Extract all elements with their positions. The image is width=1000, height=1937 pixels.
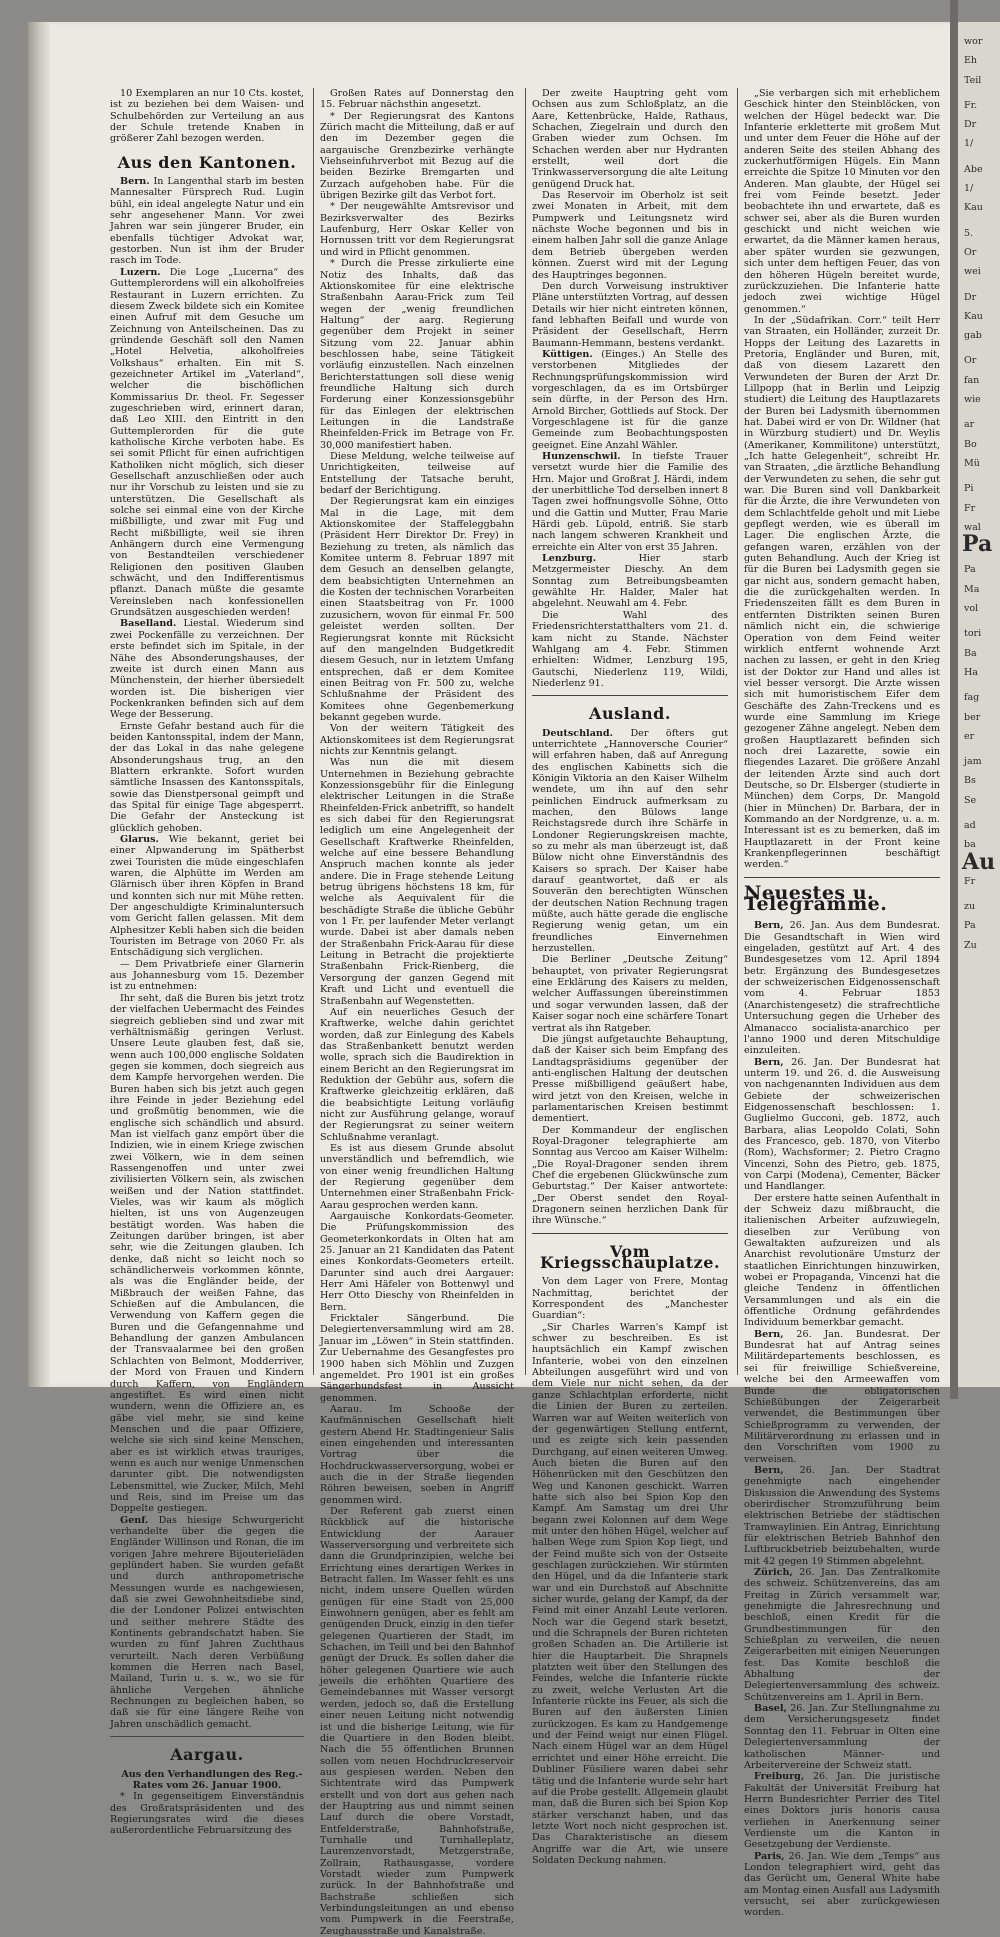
page-gap [950,0,958,1399]
place-name: Luzern. [120,266,161,278]
adjacent-page-edge [958,22,1000,1387]
article-paragraph: * Der neugewählte Amtsrevisor und Bezirksverwalter des Bezirks Laufenburg, Herr Oskar Keller von Hornussen tritt vor dem Regierungsrat und wird in Pflicht genommen. [320,201,514,258]
article-text: 26. Jan. Die juristische Fakultät der Universität Freiburg hat Herrn Bundesrichter Perrier des Titel eines Doktors juris honoris causa verliehen in Anerkennung seiner Verdienste um die Kanton in Gesetzgebung der Verdienste. [744,1771,940,1851]
article-paragraph [744,1465,940,1567]
column-3 [532,88,728,1866]
article-paragraph [110,176,304,267]
place-name: Freiburg, [754,1771,805,1783]
adjacent-text-fragment: Ba [964,647,977,659]
section-title-kriegsschauplatz: Vom Kriegsschauplatze. [539,1241,721,1273]
adjacent-text-fragment: 1/ [964,183,974,195]
divider [532,695,728,696]
adjacent-text-fragment: Ma [964,583,980,595]
adjacent-text-fragment: fan [964,374,980,386]
column-4 [744,88,940,1919]
place-name: Baselland. [120,618,177,630]
adjacent-text-fragment: Dr [964,291,977,303]
article-paragraph [110,834,304,959]
war-continued-paragraphs [744,88,940,871]
adjacent-text-fragment: Abe [964,163,983,175]
article-paragraph [744,1329,940,1465]
place-name: Deutschland. [542,727,613,739]
column-rule [313,88,314,1375]
article-paragraph [744,1567,940,1703]
column-rule [737,88,738,1375]
local-entries [532,349,728,689]
article-text: Das hiesige Schwurgericht verhandelte über die gegen die Engländer Willinson und Ronan, die im vorigen Jahre mehrere Bijouterieläden geplündert haben. Sie wurden gefaßt und durch anthropometrische Messungen wurde es nachgewiesen, daß sie zwei Gewohnheitsdiebe sind, die der Londoner Polizei entwischten und seither mehrere Städte des Kontinents gebrandschatzt haben. Sie wurden zu fünf Jahren Zuchthaus verurteilt. Nach deren Verbüßung kommen die Herren nach Basel, Mailand, Turin u. s. w., wo sie für ähnliche Vergehen ähnliche Rechnungen zu begleichen haben, so daß sie für eine längere Reihe von Jahren unschädlich gemacht. [110,1514,304,1730]
article-paragraph [744,1703,940,1771]
article-text: Die Wahl des Friedensrichterstatthalters vom 21. d. kam nicht zu Stande. Nächster Wahlgang am 4. Febr. Stimmen erhielten: Widmer, Lenzburg 195, Gautschi, Niederlenz 119, Wildi, Niederlenz 91. [532,609,728,689]
article-text: Der öfters gut unterrichtete „Hannoversche Courier“ will erfahren haben, daß auf Anregung des englischen Kabinetts sich die Königin Viktoria an den Kaiser Wilhelm wendete, um ihn auf den sehr peinlichen Eindruck aufmerksam zu machen, den Bülows lange Reichstagsrede durch ihre Schärfe in Londoner Regierungskreisen machte, so zu mehr als man überzeugt ist, daß Bülow nicht ohne Einverständnis des Kaisers so sprach. Der Kaiser habe darauf geantwortet, daß er als Souverän den berechtigten Wünschen der deutschen Nation Rechnung tragen müßte, auch hätte gerade die englische Regierung wenig getan, um ein freundliches Einvernehmen herzustellen. [532,727,728,955]
adjacent-text-fragment: wie [964,394,981,406]
article-paragraph: Es ist aus diesem Grunde absolut unverständlich und befremdlich, wie von einer wenig freundlichen Haltung der Regierung gegenüber dem Unternehmen einer Straßenbahn Frick-Aarau gesprochen werden kann. [320,1142,514,1211]
adjacent-text-fragment: Kau [964,202,983,214]
adjacent-text-fragment: jam [964,756,982,768]
article-paragraph: Aargauische Konkordats-Geometer. Die Prüfungskommission des Geometerkonkordats in Olten hat am 25. Januar an 21 Kandidaten das Patent eines Konkordats-Geometers erteilt. Darunter sind auch drei Aargauer: Herr Ami Häfeler von Bottenwyl und Herr Otto Dieschy von Rheinfelden in Bern. [320,1211,514,1313]
article-paragraph: Von der weitern Tätigkeit des Aktionskomitees ist dem Regierungsrat nichts zur Kenntnis gelangt. [320,723,514,757]
adjacent-text-fragment: Pa [964,564,976,576]
article-paragraph [532,349,728,451]
article-paragraph: Auf ein neuerliches Gesuch der Kraftwerke, welche dahin gerichtet worden, daß zur Einlegung des Kabels das Straßenbankett benutzt werden wolle, sprach sich die Baudirektion in einem Bericht an den Regierungsrat im Reduktion der Gebühr aus, sofern die Kraftwerke gleichzeitig erklären, daß die beabsichtigte Leitung vorläufig nicht zur Ausführung gelange, worauf der Regierungsrat zu seiner weitern Schlußnahme veranlagt. [320,1006,514,1143]
article-text: — Dem Privatbriefe einer Glarnerin aus Johannesburg vom 15. Dezember ist zu entnehmen: [110,958,304,993]
article-text: Die jüngst aufgetauchte Behauptung, daß der Kaiser sich beim Empfang des Landtagspräsidiums gegenüber der anti-englischen Haltung der deutschen Presse mißbilligend geäußert habe, wird jetzt von den Kreisen, welche in parlamentarischen Kreisen bestimmt dementiert. [532,1033,728,1125]
adjacent-text-fragment: er [964,730,975,742]
article-text: Ernste Gefahr bestand auch für die beiden Kantonsspital, indem der Mann, der das Lokal in das nahe gelegene Absonderungshaus trug, an den Blattern erkrankte. Sofort wurden sämtliche Insassen des Kantonsspitals, sowie das Dienstpersonal geimpft und das Spital für einige Tage abgesperrt. Die Gefahr der Ansteckung ist glücklich gehoben. [110,720,304,834]
adjacent-text-fragment: Pi [964,483,974,495]
place-name: Glarus. [120,834,159,845]
place-name: Küttigen. [542,348,593,360]
adjacent-text-fragment: ar [964,419,975,431]
adjacent-text-fragment: fag [964,692,980,704]
kantone-entries [110,176,304,1730]
adjacent-text-fragment: ber [964,711,981,723]
article-paragraph: Großen Rates auf Donnerstag den 15. Februar nächsthin angesetzt. [320,88,514,111]
aargau-paragraphs [320,88,514,1937]
adjacent-text-fragment: Bo [964,438,977,450]
article-text: 26. Jan. Der Bundesrat hat unterm 19. und 26. d. die Ausweisung von nachgenannten Individuen aus dem Gebiete der schweizerischen Eidgenossenschaft beschlossen: 1. Guglielmo Gucconi, geb. 1872, auch Barbara, alias Leopoldo Colati, Sohn des Francesco, geb. 1870, von Viterbo (Rom), Wachsformer; 2. Pietro Cragno Vincenzi, Sohn des Pietro, geb. 1875, von Carpi (Modena), Cementer, Bäcker und Handlanger. [744,1056,940,1193]
article-text: 26. Jan. Das Zentralkomite des schweiz. Schützenvereins, das am Freitag in Zürich versammelt war, genehmigte die Jahresrechnung und beschloß, einen Kredit für die Grundbestimmungen für den Schießplan zu verweilen, die neuen Zeigerarbeiten mit einigen Neuerungen fest. Das Komite beschloß die Abhaltung der Delegiertenversammlung des schweiz. Schützenvereins am 1. April in Bern. [744,1567,940,1703]
adjacent-text-fragment: Pa [964,920,976,932]
article-text: Wie bekannt, geriet bei einer Alpwanderung im Spätherbst zwei Touristen die müde eingeschlafen waren, die Alphütte im Werden am Glärnisch über ihren Köpfen in Brand und konnten sich nur mit Mühe retten. Der angeschuldigte Kriminaluntersuch vom Gericht fallen gelassen. Mit dem Alphesitzer Kebli haben sich die beiden Touristen im Betrage von 2060 Fr. als Entschädigung sich verglichen. [110,834,304,959]
column-rule [525,88,526,1375]
place-name: Bern, [754,1056,784,1068]
divider [110,1736,304,1737]
section-title-telegramme: Neuestes u. Telegramme. [744,881,888,916]
article-paragraph: Aarau. Im Schooße der Kaufmännischen Gesellschaft hielt gestern Abend Hr. Stadtingenieur Salis einen eingehenden und interessanten Vortrag über die Hochdruckwasserversorgung, wobei er auch die in der Straße liegenden Röhren beweisen, soeben in Angriff genommen wird. [320,1403,514,1506]
article-paragraph [110,959,304,993]
adjacent-text-fragment: Fr. [964,99,978,111]
adjacent-text-fragment: tori [964,628,982,640]
article-paragraph: „Sir Charles Warren's Kampf ist schwer zu beschreiben. Es ist hauptsächlich ein Kampf zwischen Infanterie, wobei von den einzelnen Abteilungen ausgeführt wird und von dem Viele nur nicht sehen, da der ganze Schlachtplan erforderte, nicht die Linien der Buren zu zerteilen. Warren war auf Weiten weiterlich von der gegenwärtigen Stellung entfernt, und es zeigte sich kein passenden Durchgang, auf einen weiteren Umweg. Auch bieten die Buren auf den Höhenrücken mit den Geschützen den Weg und Kanonen geschickt. Warren hatte sich also bei Spion Kop den Kampf. Am Samstag um drei Uhr begann zwei Kolonnen auf dem Wege mit unter den höhen Hügel, welcher auf halben Wege zum Spion Kop liegt, und der Feind mußte sich von der Ostseite geschlagen zurückziehen. Wir stürmten den Hügel, und da die Infanterie stark war und ein Durchstoß auf Abschnitte sicher wurde, gelang der Kampf, da der Feind mit einer Anzahl Leute verloren. Noch war die Gegend stark besetzt, und die Schrapnels der Buren richteten großen Schaden an. Die Artillerie ist hier die Hauptarbeit. Die Shrapnels platzten weit über den Stellungen des Feindes, welche die Infanterie rückte zu zweit, welche Verlusten Art die Infanterie rückte ins Feuer, als sich die Buren auf den äußersten Linien zurückzogen. Es kam zu Handgemenge und der Feind weigt nur einen Flügel. Nach einem Hügel war an dem Hügel errichtet und einer Höhe erreicht. Die Dubliner Füsiliere waren dabei sehr tätig und die Infanterie wurde sehr hart auf die Probe gestellt. Allgemein glaubt man, daß die Buren sich bei Spion Kop stärker verschanzt haben, und das letzte Wort noch nicht gesprochen ist. Das Charakteristische an diesem Angriffe war die Art, wie unsere Soldaten Deckung nahmen. [532,1321,728,1866]
article-paragraph: Der Regierungsrat kam ein einziges Mal in die Lage, mit dem Aktionskomitee der Staffeleggbahn (Präsident Herr Direktor Dr. Frey) in Beziehung zu treten, als nämlich das Komitee unterm 8. Februar 1897 mit dem Gesuch an denselben gelangte, dem beabsichtigten Unternehmen an die Kosten der technischen Vorarbeiten einen Staatsbeitrag von Fr. 1000 zuzusichern, wovon für einmal Fr. 500 geleistet werden sollten. Der Regierungsrat konnte mit Rücksicht auf den mangelnden Budgetkredit diesem Gesuch, nur in letztem Umfang entsprechen, daß er dem Komitee einen Beitrag von Fr. 500 zu, welche Schlußnahme der Präsident des Komitees ohne Gegenbemerkung bekannt gegeben wurde. [320,496,514,723]
aargau-tail: * In gegenseitigem Einverständnis des Großratspräsidenten und des Regierungsrates wird die dieses außerordentliche Februarsitzung des [110,1791,304,1837]
adjacent-text-fragment: Zu [964,939,977,951]
adjacent-text-fragment: wal [964,521,981,533]
place-name: Bern, [754,1328,784,1340]
article-text: 26. Jan. Aus dem Bundesrat. Die Gesandtschaft in Wien wird eingeladen, gestützt auf Art. 4 des Bundesgesetzes vom 12. April 1894 betr. Ergänzung des Bundesgesetzes der schweizerischen Eidgenossenschaft vom 4. Februar 1853 (Anarchistengesetz) die strafrechtliche Untersuchung gegen die Urheber des Almanacco socialista-anarchico per l'anno 1900 und deren Mitschuldige einzuleiten. [744,920,940,1057]
place-name: Bern, [754,1464,784,1476]
adjacent-text-fragment: 5. [964,227,974,239]
article-paragraph [110,1515,304,1731]
place-name: Paris, [754,1850,785,1862]
article-paragraph [110,618,304,720]
page-binding [28,22,50,1387]
article-text: Die Berliner „Deutsche Zeitung“ behauptet, von privater Regierungsrat eine Erklärung des Kaisers zu melden, welcher Auffassungen übereinstimmen und sogar verwunden lassen, daß der Kaiser sogar noch eine schärfere Tonart vertrat als ihn Ratgeber. [532,954,728,1034]
article-text: In Langenthal starb im besten Mannesalter Fürsprech Rud. Lugin bühl, ein ideal angelegte Natur und ein sehr angesehener Mann. Vor zwei Jahren war sein jüngerer Bruder, ein ebenfalls tüchtiger Advokat war, gestorben. Nun ist ihm der Bruder rasch im Tode. [110,176,304,267]
adjacent-text-fragment: wei [964,266,981,278]
divider [744,877,940,878]
place-name: Zürich, [754,1567,793,1578]
ausland-entries [532,728,728,1227]
adjacent-text-fragment: Kau [964,310,983,322]
adjacent-text-fragment: Eh [964,55,978,67]
article-paragraph [744,1851,940,1919]
article-paragraph [744,1771,940,1850]
article-paragraph [532,553,728,610]
lead-paragraph: 10 Exemplaren an nur 10 Cts. kostet, ist zu beziehen bei dem Waisen- und Schulbehörden zur Verteilung an aus der Schule tretende Knaben in größerer Zahl bezogen werden. [110,88,304,145]
article-paragraph: Der zweite Hauptring geht vom Ochsen aus zum Schloßplatz, an die Aare, Kettenbrücke, Halde, Rathaus, Schachen, Ziegelrain und durch den Graben wieder zum Ochsen. Im Schachen werden aber nur Hydranten erstellt, weil dort die Trinkwasserversorgung die alte Leitung genügend Druck hat. [532,88,728,190]
article-text: Hier starb Metzgermeister Dieschy. An dem Sonntag zum Betreibungsbeamten gewählte Hr. Halder, Maler hat abgelehnt. Neuwahl am 4. Febr. [532,553,728,610]
column-2 [320,88,514,1937]
article-paragraph: In der „Südafrikan. Corr.“ teilt Herr van Straaten, ein Holländer, zurzeit Dr. Hopps der Leitung des Lazaretts in Pretoria, Engländer und Buren, mit, daß von diesem Lazarett den Verwundeten der Buren der Arzt Dr. Lillpopp (hat in Berlin und Leipzig studiert) die Leitung des Hauptlazarets der Buren bei Ladysmith übernommen hat. Dabei wird er von Dr. Wildner (hat in Würzburg studiert) und Dr. Weylis (Amerikaner, Kommilitone) unterstützt, „Ich hatte Gelegenheit“, schreibt Hr. van Straaten, „die ärztliche Behandlung der Verwundeten zu sehen, die sehr gut war. Die Buren sind voll Dankbarkeit für die Ärzte, die ihre Verwundeten von dem Schlachtfelde geholt und mit Liebe gepflegt werden, wie es überall im Lager. Die englischen Ärzte, die gefangen waren, erzählen von der guten Behandlung. Auch der Krieg ist für die Buren bei Ladysmith gegen sie gar nicht aus, sondern gemacht haben, die die zurückgehalten werden. In Friedenszeiten fällt es dem Buren in entfernten Distrikten seinen Buren nämlich nicht ein, die schwierige Operation von dem Feind weiter wirklich entfernt wohnende Arzt nachen zu lassen, er geht in den Krieg ist der Doktor zur Hand und alles ist viel besser versorgt. Die Arzte wissen sich mit humoristischem Eifer dem Geschäfte des Zahn-Treckens und es wurde eine Sammlung im Kriege gezogener Zähne angelegt. Neben dem großen Hauptlazarett befinden sich noch drei Lazarette, sowie ein fliegendes Lazaret. Die größere Anzahl der leitenden Ärzte sind auch dort Deutsche, so Dr. Elsberger (studierte in München) dem Corps, Dr. Mangold (hier in München) Dr. Barbara, der in Kommando an der Nordgrenze, u. a. m. Interessant ist es zu bemerken, daß im Hauptlazarett in der Front keine Krankenpflegerinnen beschäftigt werden.“ [744,314,940,871]
adjacent-text-fragment: Bs [964,775,976,787]
adjacent-text-fragment: Dr [964,119,977,131]
article-paragraph [532,451,728,553]
adjacent-heading-fragment: Au [962,848,996,875]
place-name: Genf. [120,1514,149,1526]
article-paragraph [110,267,304,619]
article-text: Der Kommandeur der englischen Royal-Dragoner telegraphierte am Sonntag aus Vercoo am Kaiser Wilhelm: „Die Royal-Dragoner senden ihrem Chef die ergebenen Glückwünsche zum Geburtstag.“ Der Kaiser antwortete: „Der Oberst sendet den Royal-Dragonern seinen herzlichen Dank für ihre Wünsche.“ [532,1124,728,1227]
adjacent-text-fragment: Fr [964,502,976,514]
article-text: Liestal. Wiederum sind zwei Pockenfälle zu verzeichnen. Der erste befindet sich im Spitale, in der Nähe des Absonderungshauses, der zweite ist durch einen Mann aus Münchenstein, der hierher übersiedelt worden ist. Die bisherigen vier Pockenkranken befinden sich auf dem Wege der Besserung. [110,618,304,721]
article-paragraph: Diese Meldung, welche teilweise auf Unrichtigkeiten, teilweise auf Entstellung der Tatsache beruht, bedarf der Berichtigung. [320,451,514,497]
adjacent-text-fragment: ad [964,819,976,831]
adjacent-text-fragment: Mü [964,457,980,469]
column-1 [110,88,304,1837]
article-paragraph [532,1034,728,1125]
war-paragraphs [532,1276,728,1866]
place-name: Hunzenschwil. [542,451,621,462]
article-paragraph [744,920,940,1056]
article-paragraph [744,1193,940,1329]
article-paragraph: * Der Regierungsrat des Kantons Zürich macht die Mitteilung, daß er auf den im Dezember gegen die aargauische Grenzbezirke verhängte Viehseinfuhrverbot mit Bezug auf die beiden Bezirke Bremgarten und Zurzach aufgehoben habe. Für die übrigen Bezirke gilt das Verbot fort. [320,110,514,202]
section-title-aargau: Aargau. [170,1745,244,1765]
divider [532,1233,728,1234]
telegram-entries [744,920,940,1918]
article-paragraph [532,610,728,689]
article-paragraph [532,728,728,955]
article-paragraph: Von dem Lager von Frere, Montag Nachmittag, berichtet der Korrespondent des „Manchester Guardian“: [532,1276,728,1322]
article-text: (Einges.) An Stelle des verstorbenen Mitgliedes der Rechnungsprüfungskommission wird vorgeschlagen, da es im Ortsbürger sein dürfte, in der Person des Hrn. Arnold Bircher, Gottlieds auf Stock. Der Vorgeschlagene ist für die ganze Gemeinde zum Beobachtungsposten geeignet. Eine Anzahl Wähler. [532,348,728,451]
article-text: 26. Jan. Bundesrat. Der Bundesrat hat auf Antrag seines Militärdepartements beschlossen, es sei für freiwillige Schießvereine, welche bei den Armeewaffen vom Bunde die obligatorischen Schießübungen der Zeigerarbeit verwendet, die Bestimmungen über Schießprogramm zu verwenden, der Militärverordnung zu erlassen und in den Vorschriften vom 1900 zu verweisen. [744,1328,940,1465]
article-paragraph: „Sie verbargen sich mit erheblichem Geschick hinter den Steinblöcken, von welchen der Hügel bedeckt war. Die Infanterie erkletterte mit großem Mut und unter dem Feuer die Höhe auf der anderen Seite des steilen Abhang des zuckerhutförmigen Hügels. Ein Mann erreichte die Spitze 10 Minuten vor den Anderen. Man glaubte, der Hügel sei frei vom Feinde besetzt. Jeder beobachtete ihn und erwartete, daß es schwer sei, aber als die Buren wurden geschickt und nicht weichen wie erwartet, da die Männer kamen heraus, aber später wurden sie gezwungen, sich unter dem heftigen Feuer, das von den höheren Hügeln bereitet wurde, zurückzuziehen. Die Infanterie hatte jedoch zwei wichtige Hügel genommen.“ [744,88,940,315]
adjacent-text-fragment: Or [964,246,977,258]
article-paragraph: Der Referent gab zuerst einen Rückblick auf die historische Entwicklung der Aarauer Wasserversorgung und verbreitete sich dann die Grundprinzipien, welche bei Errichtung eines derartigen Werkes in Betracht fallen. Im Wasser fehlt es uns nicht, indem unsere Quellen würden genügen für eine Stadt von 25,000 Einwohnern genügen, aber es fehlt am genügenden Druck, einzig in den tiefer gelegenen Quartieren der Stadt, im Schachen, im Teill und bei den Bahnhof genügt der Druck. Es sollen daher die höher gelegenen Quartiere wie auch jeweils die erhöhten Quartiere des Gemeindebannes mit Wasser versorgt werden, jedoch so, daß die Erstellung einer neuen Leitung nicht notwendig ist und die bisherige Leitung, wie für die Quartiere in den Boden bleibt. Nach die 55 öffentlichen Brunnen sollen vom neuen Hochdruckreservoir aus gespiesen werden. Neben den Sichtentrate wird das Pumpwerk erstellt und von dort aus gehen nach der Hauptring aus und nimmt seinen Lauf durch die obere Vorstadt, Entfelderstraße, Bahnhofstraße, Turnhalle und Turnhalleplatz, Laurenzenvorstadt, Metzgerstraße, Zollrain, Rathausgasse, vordere Vorstadt wieder zum Pumpwerk zurück. In der Bahnhofstraße und Bachstraße schließen sich Verbindungsleitungen an und ebenso vom Pumpwerk in die Feerstraße, Zeughausstraße und Kanalstraße. [320,1505,514,1937]
newspaper-page [28,22,950,1937]
adjacent-text-fragment: wor [964,36,983,47]
article-text: Der erstere hatte seinen Aufenthalt in der Schweiz dazu mißbraucht, die italienischen Arbeiter aufzuwiegeln, dieselben zur Verübung von Gewaltakten aufzureizen und als Anarchist revolutionäre Umsturz der staatlichen Einrichtungen hinzuwirken, wobei er Propaganda, Vincenzi hat die gleiche Tendenz in öffentlichen Versammlungen und als ein die öffentliche Ordnung gefährdendes Individuum bemerkbar gemacht. [744,1192,940,1329]
article-paragraph [110,721,304,834]
article-paragraph: Das Reservoir im Oberholz ist seit zwei Monaten in Arbeit, mit dem Pumpwerk und Leitungsnetz wird nächste Woche begonnen und bis in einem halben Jahr soll die ganze Anlage dem Betrieb übergeben werden können. Zuerst wird mit der Legung des Hauptringes begonnen. [532,190,728,281]
article-text: Die Loge „Lucerna“ des Guttemplerordens will ein alkoholfreies Restaurant in Luzern errichten. Zu diesem Zweck bildete sich ein Komitee einen Aufruf mit dem Gesuche um Zeichnung von Anteilscheinen. Das zu gründende Geschäft soll den Namen „Hotel Helvetia, alkoholfreies Volkshaus“ erhalten. Ein mit S. gezeichneter Artikel im „Vaterland“, welcher die bischöflichen Kommissarius Dr. theol. Fr. Segesser zugeschrieben wird, erinnert daran, daß Leo XIII. den Eintritt in den Guttemplerorden für die gute katholische Kirche verboten habe. Es sei somit Pflicht für einen aufrichtigen Katholiken nicht möglich, sich dieser Gesellschaft anzuschließen oder auch nur ihr Vorschub zu leisten und sie zu unterstützen. Die Gesellschaft als solche sei einmal eine von der Kirche mißbilligte, und zwar mit Fug und Recht mißbilligte, weil sie ihren Anhängern durch eine Vermengung von Bestandteilen verschiedener Religionen den positiven Glauben schwächt, und den Indifferentismus pflanzt. Danach müßte die gesamte Vereinsleben nach konfessionellen Grundsätzen ausgeschieden werden! [110,266,304,619]
adjacent-text-fragment: Se [964,794,977,806]
article-paragraph [532,954,728,1033]
adjacent-text-fragment: 1/ [964,138,974,150]
place-name: Bern. [120,176,150,188]
article-paragraph: Den durch Vorweisung instruktiver Pläne unterstützten Vortrag, auf dessen Details wir hier nicht eintreten können, fand lebhaften Beifall und wurde von Präsident der Gesellschaft, Herrn Baumann-Hemmann, bestens verdankt. [532,280,728,349]
article-text: In tiefste Trauer versetzt wurde hier die Familie des Hrn. Major und Großrat J. Härdi, indem der unerbittliche Tod derselben innert 8 Tagen zwei hoffnungsvolle Söhne, Otto und die Gattin und Mutter, Frau Marie Härdi geb. Lüpold, entriß. Sie starb nach langem schweren Krankheit und erreichte ein Alter von erst 35 Jahren. [532,451,728,553]
adjacent-text-fragment: Or [964,355,977,367]
adjacent-text-fragment: Ha [964,666,978,678]
article-text: 26. Jan. Der Stadtrat genehmigte nach eingehender Diskussion die Anwendung des Systems oberirdischer Stromzuführung beim elektrischen Betriebe der städtischen Tramwaylinien. Ein Antrag, Einrichtung für elektrischen Betrieb Bahnhof den Luftbruckbetrieb beizubehalten, wurde mit 42 gegen 19 Stimmen abgelehnt. [744,1464,940,1567]
article-text: 26. Jan. Zur Stellungnahme zu dem Versicherungsgesetz findet Sonntag den 11. Februar in Olten eine Delegiertenversammlung der katholischen Männer- und Arbeitervereine der Schweiz statt. [744,1703,940,1771]
article-paragraph [532,1125,728,1227]
adjacent-text-fragment: vol [964,603,979,615]
adjacent-text-fragment: ba [964,839,976,851]
place-name: Lenzburg. [542,553,597,565]
adjacent-text-fragment: zu [964,901,976,913]
adjacent-text-fragment: Teil [964,74,982,86]
place-name: Basel, [754,1703,787,1715]
section-title-kantone: Aus den Kantonen. [117,152,297,172]
article-paragraph: Was nun die mit diesem Unternehmen in Beziehung gebrachte Konzessionsgebühr für die Einlegung elektrischer Leitungen in die Straße Rheinfelden-Frick anbetrifft, so handelt es sich dabei für den Regierungsrat lediglich um eine Angelegenheit der Gesellschaft Kraftwerke Rheinfelden, welche auf eine bessere Behandlung Anspruch machen konnte als jeder andere. Die in Frage stehende Leitung betrug übrigens höchstens 18 km, für welche als Aequivalent für die beschädigte Straße die übliche Gebühr von 1 Fr. per laufender Meter verlangt wurde. Dabei ist aber damals neben der Straßenbahn Frick-Aarau für diese Leitung in Betracht die projektierte Straßenbahn Frick-Rienberg, die Versorgung der ganzen Gegend mit Kraft und Licht und eventuell die Straßenbahn auf Wegenstetten. [320,757,514,1007]
article-text: 26. Jan. Wie dem „Temps“ aus London telegraphiert wird, geht das das Gerücht um, General White habe am Montag einen Ausfall aus Ladysmith versucht, sei aber zurückgewiesen worden. [744,1850,940,1919]
article-paragraph [744,1057,940,1193]
aargau-subtitle: Aus den Verhandlungen des Reg.-Rates vom 26. Januar 1900. [121,1768,303,1791]
aarau-paragraphs [532,88,728,349]
adjacent-text-fragment: gab [964,330,982,342]
adjacent-heading-fragment: Pa [962,531,993,558]
article-paragraph: * Durch die Presse zirkulierte eine Notiz des Inhalts, daß das Aktionskomitee für eine elektrische Straßenbahn Aarau-Frick zum Teil wegen der „wenig freundlichen Haltung“ der aarg. Regierung gegenüber dem Projekt in seiner Sitzung vom 22. Januar abhin beschlossen habe, seine Tätigkeit vorläufig einzustellen. Nach einzelnen Berichterstattungen soll diese wenig freundliche Haltung sich durch Forderung einer Konzessionsgebühr für das Einlegen der elektrischen Leitungen in die Landstraße Rheinfelden-Frick im Betrage von Fr. 30,000 manifestiert haben. [320,258,514,451]
article-paragraph [110,993,304,1515]
adjacent-text-fragment: Fr [964,875,976,887]
article-paragraph: Fricktaler Sängerbund. Die Delegiertenversammlung wird am 28. Januar im „Löwen“ in Stein stattfinden. Zur Uebernahme des Gesangfestes pro 1900 haben sich Möhlin und Zuzgen angemeldet. Pro 1901 ist ein großes Sängerbundsfest in Aussicht genommen. [320,1313,514,1404]
place-name: Bern, [754,920,784,932]
adjacent-page-fragments [958,36,1000,951]
section-title-ausland: Ausland. [589,704,671,724]
article-text: Ihr seht, daß die Buren bis jetzt trotz der vielfachen Uebermacht des Feindes siegreich geblieben sind und zwar mit verhältnismäßig geringen Verlust. Unsere Leute glauben fest, daß sie, wenn auch 100,000 englische Soldaten gegen sie kommen, doch siegreich aus dem Kampfe hervorgehen werden. Die Buren haben sich bis jetzt auch gegen ihre Feinde in jeder Beziehung edel und großmütig benommen, wie die englische sich schändlich und absurd. Man ist vielfach ganz empört über die Indizien, wie in einem Kriege zwischen zwei Völkern, wie in dem seinen Rassengenoffen und unter zwei zivilisierten Völkern sein, als zwischen weißen und der Nation stattfindet. Vieles, was wir kaum als möglich hielten, ist uns von Augenzeugen bestätigt worden. Was haben die Zeitungen darüber bringen, ist aber sehr, wie die Zeitungen glauben. Ich denke, daß nicht so leicht noch so schändlicherweis vorkommen könnte, als was die Engländer beide, der Mißbrauch der weißen Fahne, das Schießen auf die Ambulancen, die Verwendung von Kaffern gegen die Buren und die Gefangennahme und Behandlung der ganzen Ambulancen der Transvaalarmee bei den großen Schlachten von Belmont, Modderriver, der Mord von Frauen und Kindern durch Kaffern, von Engländern angestiftet. Es wird einen nicht wundern, wenn die Offiziere an, es gäbe viel mehr, sie sind keine Menschen und die paar Offiziere, welche sie sich sind keine Menschen, aber es ist wirklich etwas trauriges, wenn es auch nur wenige Unmenschen darunter gibt. Die notwendigsten Lebensmittel, wie Zucker, Milch, Mehl und Reis, sind im Preise um das Doppelte gestiegen. [110,992,304,1515]
